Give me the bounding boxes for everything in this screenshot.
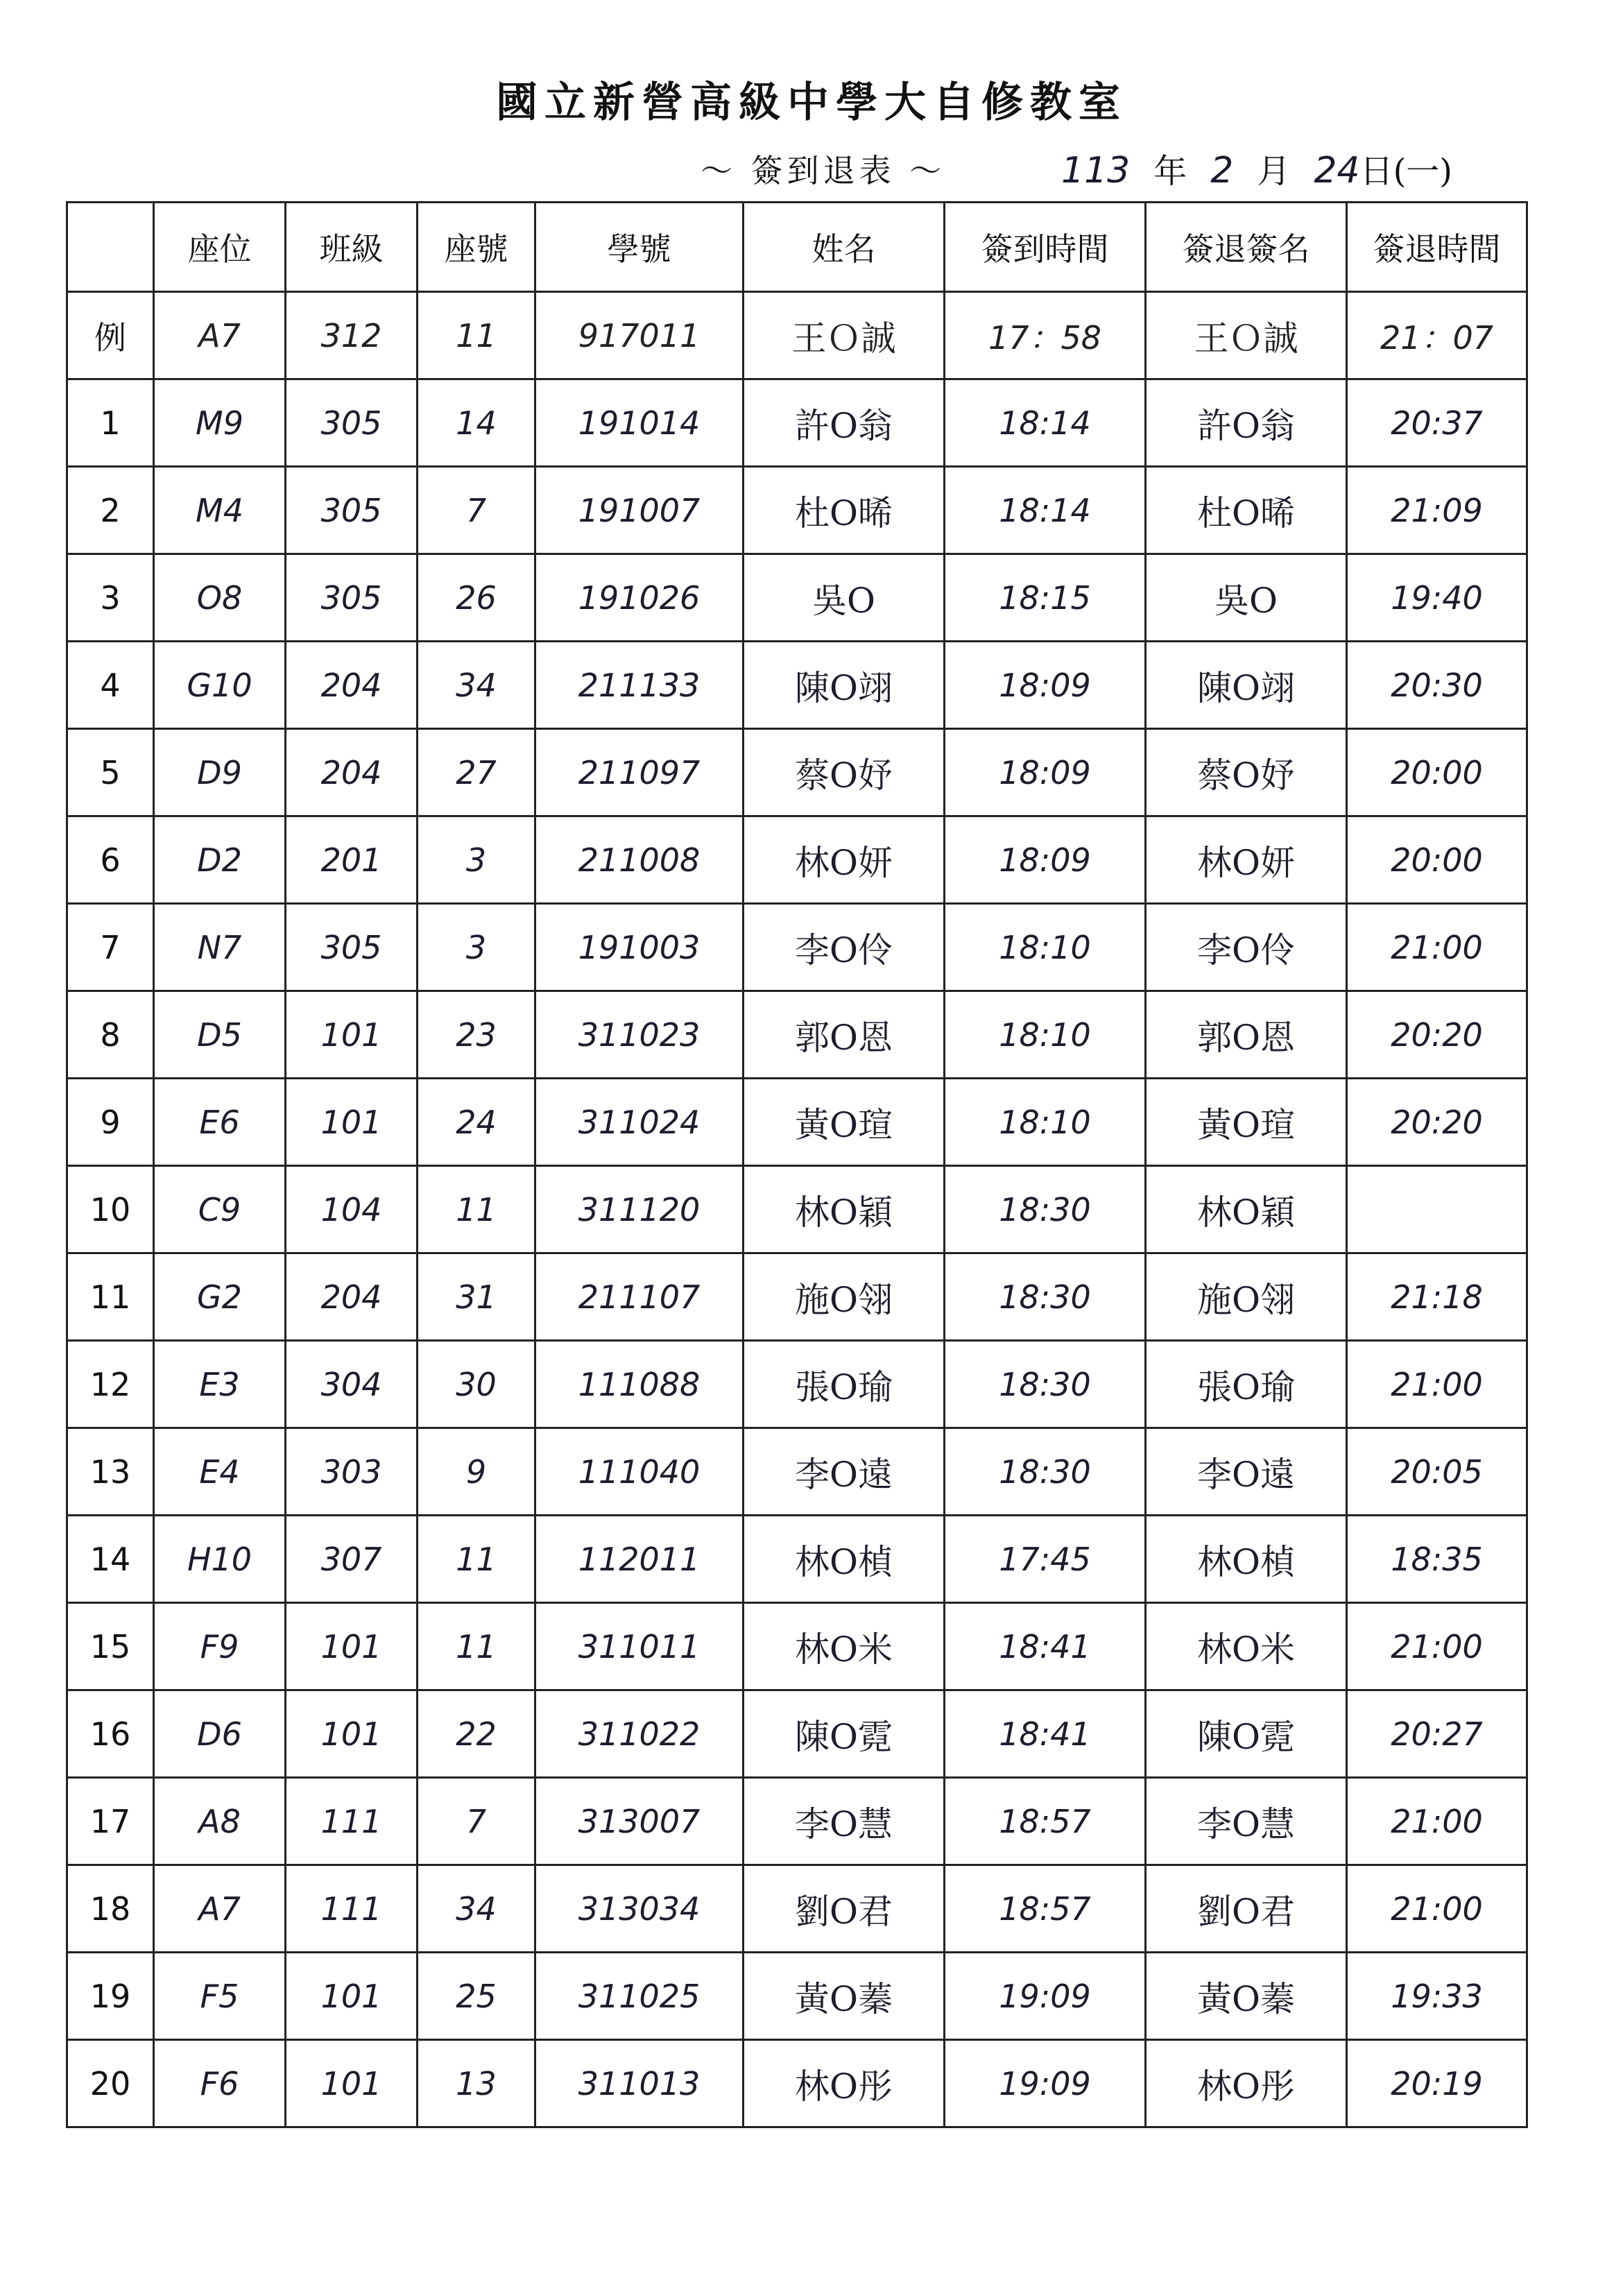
class-cell: 101 [286,1953,418,2040]
sign-out-signature-cell: 林O妍 [1146,816,1347,904]
seat-number-cell: 26 [418,554,535,642]
sign-in-time-cell: 18:57 [945,1865,1146,1953]
table-row [67,2040,1527,2127]
sign-out-time-cell: 20:05 [1347,1428,1527,1516]
sign-out-signature-cell: 郭O恩 [1146,991,1347,1079]
seat-number-cell: 11 [418,292,535,379]
sign-out-signature-cell: 吳O [1146,554,1347,642]
seat-number-cell: 23 [418,991,535,1079]
seat-number-cell: 24 [418,1079,535,1166]
date-weekday: (一) [1393,152,1453,191]
seat-number-cell: 11 [418,1603,535,1690]
row-index: 11 [67,1253,154,1341]
table-row [67,1253,1527,1341]
seat-cell: D9 [154,729,286,816]
form-subtitle: ～ 簽到退表 ～ [701,152,946,189]
name-cell: 李O伶 [744,904,945,991]
sign-out-time-cell: 19:33 [1347,1953,1527,2040]
table-row [67,1166,1527,1253]
date-day-label: 日 [1359,152,1393,191]
row-index: 6 [67,816,154,904]
name-cell: 黃O瑄 [744,1079,945,1166]
class-cell: 101 [286,1079,418,1166]
student-id-cell: 191026 [535,554,744,642]
seat-cell: G10 [154,642,286,729]
seat-number-cell: 27 [418,729,535,816]
seat-cell: O8 [154,554,286,642]
class-cell: 305 [286,467,418,554]
row-index: 7 [67,904,154,991]
sign-in-time-cell: 18:09 [945,642,1146,729]
class-cell: 101 [286,1603,418,1690]
sign-in-time-cell: 17:45 [945,1516,1146,1603]
student-id-cell: 211107 [535,1253,744,1341]
seat-number-cell: 11 [418,1166,535,1253]
page-title: 國立新營高級中學大自修教室 [496,78,1127,127]
sign-out-signature-cell: 林O穎 [1146,1166,1347,1253]
student-id-cell: 191007 [535,467,744,554]
sign-out-signature-cell: 李O伶 [1146,904,1347,991]
student-id-cell: 311025 [535,1953,744,2040]
row-index: 12 [67,1341,154,1428]
sign-out-time-cell: 20:00 [1347,816,1527,904]
name-cell: 陳O霓 [744,1690,945,1778]
student-id-cell: 311120 [535,1166,744,1253]
name-cell: 蔡O妤 [744,729,945,816]
seat-cell: M9 [154,379,286,467]
table-row [67,1865,1527,1953]
sign-out-time-cell: 21：07 [1347,292,1527,379]
class-cell: 104 [286,1166,418,1253]
sign-out-signature-cell: 施O翎 [1146,1253,1347,1341]
row-index: 20 [67,2040,154,2127]
sign-out-signature-cell: 王Ｏ誠 [1146,292,1347,379]
seat-number-cell: 7 [418,1778,535,1865]
row-index: 9 [67,1079,154,1166]
header-sign-in-time: 簽到時間 [945,203,1146,292]
table-row [67,1079,1527,1166]
header-class: 班級 [286,203,418,292]
table-row [67,1428,1527,1516]
sign-in-time-cell: 17：58 [945,292,1146,379]
seat-number-cell: 34 [418,1865,535,1953]
sign-out-time-cell [1347,1166,1527,1253]
seat-number-cell: 34 [418,642,535,729]
name-cell: 李O遠 [744,1428,945,1516]
date-line [1061,144,1452,192]
sign-out-signature-cell: 李O慧 [1146,1778,1347,1865]
sign-out-signature-cell: 林O彤 [1146,2040,1347,2127]
date-month-value: 2 [1210,150,1234,191]
row-index: 15 [67,1603,154,1690]
seat-cell: A8 [154,1778,286,1865]
class-cell: 312 [286,292,418,379]
student-id-cell: 917011 [535,292,744,379]
name-cell: 林O楨 [744,1516,945,1603]
seat-cell: G2 [154,1253,286,1341]
seat-cell: F9 [154,1603,286,1690]
table-row [67,1690,1527,1778]
sign-in-time-cell: 18:57 [945,1778,1146,1865]
sign-out-signature-cell: 李O遠 [1146,1428,1347,1516]
seat-cell: E4 [154,1428,286,1516]
class-cell: 303 [286,1428,418,1516]
sign-out-signature-cell: 林O楨 [1146,1516,1347,1603]
class-cell: 204 [286,642,418,729]
sign-in-time-cell: 18:30 [945,1428,1146,1516]
row-index: 2 [67,467,154,554]
date-month-label: 月 [1257,152,1291,191]
sign-out-signature-cell: 陳O翊 [1146,642,1347,729]
header-name: 姓名 [744,203,945,292]
student-id-cell: 211008 [535,816,744,904]
student-id-cell: 313034 [535,1865,744,1953]
sign-in-time-cell: 18:41 [945,1690,1146,1778]
sign-in-time-cell: 18:14 [945,467,1146,554]
name-cell: 林O穎 [744,1166,945,1253]
sign-out-time-cell: 21:09 [1347,467,1527,554]
sign-in-time-cell: 18:10 [945,904,1146,991]
table-row [67,1516,1527,1603]
name-cell: 許O翁 [744,379,945,467]
sign-in-time-cell: 18:30 [945,1166,1146,1253]
class-cell: 101 [286,1690,418,1778]
sign-out-signature-cell: 黃O蓁 [1146,1953,1347,2040]
name-cell: 李O慧 [744,1778,945,1865]
student-id-cell: 111088 [535,1341,744,1428]
table-row [67,1603,1527,1690]
student-id-cell: 111040 [535,1428,744,1516]
row-index: 18 [67,1865,154,1953]
row-index: 5 [67,729,154,816]
class-cell: 201 [286,816,418,904]
seat-number-cell: 7 [418,467,535,554]
row-index: 例 [67,292,154,379]
sign-out-signature-cell: 劉O君 [1146,1865,1347,1953]
student-id-cell: 311013 [535,2040,744,2127]
sign-in-time-cell: 18:30 [945,1341,1146,1428]
sign-in-time-cell: 18:14 [945,379,1146,467]
seat-number-cell: 14 [418,379,535,467]
student-id-cell: 311023 [535,991,744,1079]
sign-out-time-cell: 20:20 [1347,1079,1527,1166]
seat-number-cell: 3 [418,904,535,991]
sign-out-time-cell: 20:19 [1347,2040,1527,2127]
table-row [67,816,1527,904]
student-id-cell: 311024 [535,1079,744,1166]
student-id-cell: 311022 [535,1690,744,1778]
seat-cell: N7 [154,904,286,991]
seat-cell: A7 [154,292,286,379]
name-cell: 劉O君 [744,1865,945,1953]
seat-number-cell: 22 [418,1690,535,1778]
sign-out-time-cell: 20:20 [1347,991,1527,1079]
class-cell: 305 [286,904,418,991]
class-cell: 307 [286,1516,418,1603]
table-row [67,1953,1527,2040]
seat-cell: D5 [154,991,286,1079]
student-id-cell: 191014 [535,379,744,467]
example-row [67,292,1527,379]
table-row [67,379,1527,467]
row-index: 19 [67,1953,154,2040]
header-seat-number: 座號 [418,203,535,292]
sign-out-time-cell: 21:00 [1347,1778,1527,1865]
student-id-cell: 211097 [535,729,744,816]
header-seat: 座位 [154,203,286,292]
sign-out-time-cell: 21:00 [1347,1603,1527,1690]
header-sign-out-signature: 簽退簽名 [1146,203,1347,292]
seat-cell: E6 [154,1079,286,1166]
sign-out-time-cell: 18:35 [1347,1516,1527,1603]
row-index: 10 [67,1166,154,1253]
table-row [67,904,1527,991]
row-index: 13 [67,1428,154,1516]
seat-cell: D6 [154,1690,286,1778]
seat-cell: C9 [154,1166,286,1253]
sign-in-time-cell: 19:09 [945,2040,1146,2127]
header-student-id: 學號 [535,203,744,292]
row-index: 16 [67,1690,154,1778]
table-row [67,467,1527,554]
sign-in-time-cell: 18:15 [945,554,1146,642]
sign-out-signature-cell: 蔡O妤 [1146,729,1347,816]
table-row [67,991,1527,1079]
class-cell: 111 [286,1865,418,1953]
seat-cell: F6 [154,2040,286,2127]
sign-out-time-cell: 21:18 [1347,1253,1527,1341]
sign-out-time-cell: 20:00 [1347,729,1527,816]
seat-number-cell: 31 [418,1253,535,1341]
row-index: 3 [67,554,154,642]
date-year-value: 113 [1061,150,1131,191]
table-row [67,642,1527,729]
sign-in-time-cell: 19:09 [945,1953,1146,2040]
name-cell: 王Ｏ誠 [744,292,945,379]
row-index: 8 [67,991,154,1079]
sign-in-time-cell: 18:09 [945,816,1146,904]
name-cell: 郭O恩 [744,991,945,1079]
row-index: 14 [67,1516,154,1603]
seat-number-cell: 9 [418,1428,535,1516]
sign-in-time-cell: 18:09 [945,729,1146,816]
seat-number-cell: 13 [418,2040,535,2127]
student-id-cell: 313007 [535,1778,744,1865]
class-cell: 204 [286,1253,418,1341]
seat-cell: D2 [154,816,286,904]
name-cell: 林O彤 [744,2040,945,2127]
table-row [67,1778,1527,1865]
sign-in-out-table [66,201,1528,2128]
sign-in-time-cell: 18:41 [945,1603,1146,1690]
seat-cell: A7 [154,1865,286,1953]
class-cell: 305 [286,554,418,642]
name-cell: 黃O蓁 [744,1953,945,2040]
sign-out-time-cell: 21:00 [1347,1341,1527,1428]
table-row [67,554,1527,642]
class-cell: 101 [286,2040,418,2127]
name-cell: 施O翎 [744,1253,945,1341]
row-index: 4 [67,642,154,729]
date-year-label: 年 [1153,152,1187,191]
seat-cell: F5 [154,1953,286,2040]
class-cell: 101 [286,991,418,1079]
sign-out-signature-cell: 黃O瑄 [1146,1079,1347,1166]
student-id-cell: 311011 [535,1603,744,1690]
sign-out-signature-cell: 陳O霓 [1146,1690,1347,1778]
sign-out-time-cell: 20:37 [1347,379,1527,467]
sign-out-signature-cell: 許O翁 [1146,379,1347,467]
sign-out-time-cell: 20:27 [1347,1690,1527,1778]
name-cell: 林O米 [744,1603,945,1690]
sign-out-time-cell: 21:00 [1347,904,1527,991]
table-row [67,1341,1527,1428]
seat-cell: H10 [154,1516,286,1603]
student-id-cell: 211133 [535,642,744,729]
sign-out-time-cell: 19:40 [1347,554,1527,642]
sign-in-time-cell: 18:10 [945,1079,1146,1166]
seat-cell: E3 [154,1341,286,1428]
seat-cell: M4 [154,467,286,554]
sign-out-signature-cell: 林O米 [1146,1603,1347,1690]
sign-out-time-cell: 20:30 [1347,642,1527,729]
header-sign-out-time: 簽退時間 [1347,203,1527,292]
sign-in-time-cell: 18:30 [945,1253,1146,1341]
row-index: 17 [67,1778,154,1865]
name-cell: 杜O晞 [744,467,945,554]
name-cell: 林O妍 [744,816,945,904]
class-cell: 204 [286,729,418,816]
class-cell: 304 [286,1341,418,1428]
header-row [67,203,1527,292]
seat-number-cell: 30 [418,1341,535,1428]
row-index: 1 [67,379,154,467]
student-id-cell: 191003 [535,904,744,991]
class-cell: 111 [286,1778,418,1865]
sign-in-time-cell: 18:10 [945,991,1146,1079]
sign-out-signature-cell: 張O瑜 [1146,1341,1347,1428]
seat-number-cell: 25 [418,1953,535,2040]
seat-number-cell: 3 [418,816,535,904]
header-index [67,203,154,292]
table-row [67,729,1527,816]
sign-out-time-cell: 21:00 [1347,1865,1527,1953]
class-cell: 305 [286,379,418,467]
name-cell: 吳O [744,554,945,642]
student-id-cell: 112011 [535,1516,744,1603]
date-day-value: 24 [1314,150,1360,191]
seat-number-cell: 11 [418,1516,535,1603]
name-cell: 陳O翊 [744,642,945,729]
sign-out-signature-cell: 杜O晞 [1146,467,1347,554]
name-cell: 張O瑜 [744,1341,945,1428]
